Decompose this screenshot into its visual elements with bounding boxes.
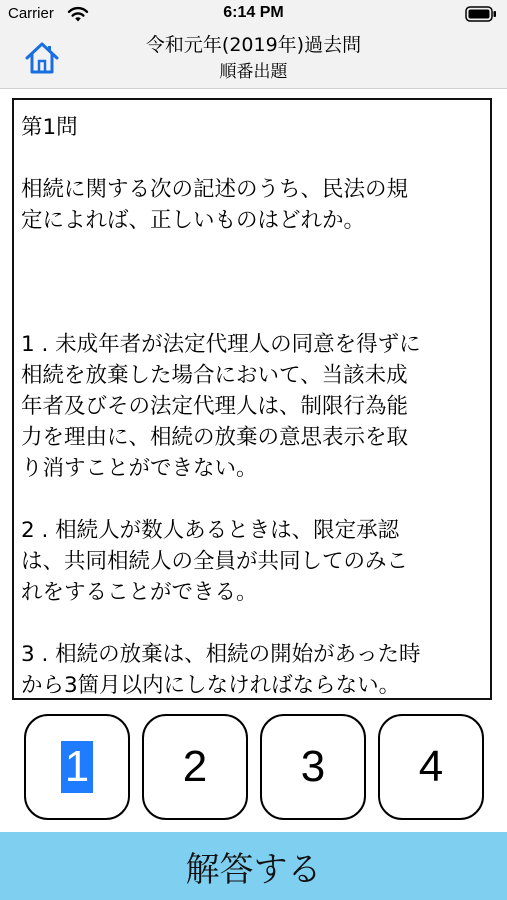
navigation-bar <box>0 30 507 89</box>
question-number: 第1問 <box>21 115 78 140</box>
choice-label-1: 1 <box>61 741 93 793</box>
question-stem: 相続に関する次の記述のうち、民法の規 定によれば、正しいものはどれか。 <box>21 177 409 233</box>
home-icon <box>24 41 60 75</box>
question-option-3: 3 . 相続の放棄は、相続の開始があった時 から3箇月以内にしなければならない。 <box>21 642 421 698</box>
choice-label-2: 2 <box>182 742 208 791</box>
choice-label-3: 3 <box>300 742 326 791</box>
choice-button-2[interactable] <box>142 714 248 820</box>
battery-icon <box>465 6 497 22</box>
choice-button-1[interactable] <box>24 714 130 820</box>
choice-button-3[interactable] <box>260 714 366 820</box>
question-text-view[interactable] <box>12 98 492 700</box>
question-option-1: 1 . 未成年者が法定代理人の同意を得ずに 相続を放棄した場合において、当該未成 年者及びその法定代理人は、制限行為能 力を理由に、相続の放棄の意思表示を取 り消すことができない。 <box>21 332 421 481</box>
choice-button-4[interactable] <box>378 714 484 820</box>
home-button[interactable] <box>22 40 62 76</box>
status-time: 6:14 PM <box>223 4 284 21</box>
question-option-2: 2 . 相続人が数人あるときは、限定承認 は、共同相続人の全員が共同してのみこ れをすることができる。 <box>21 518 409 605</box>
submit-answer-label: 解答する <box>185 849 322 890</box>
choice-label-4: 4 <box>418 742 444 791</box>
answer-choices <box>0 714 507 822</box>
status-bar <box>0 0 507 30</box>
page-subtitle: 順番出題 <box>219 62 288 82</box>
page-title: 令和元年(2019年)過去問 <box>145 34 362 56</box>
submit-answer-button[interactable] <box>0 832 507 900</box>
carrier-label: Carrier <box>8 5 54 22</box>
